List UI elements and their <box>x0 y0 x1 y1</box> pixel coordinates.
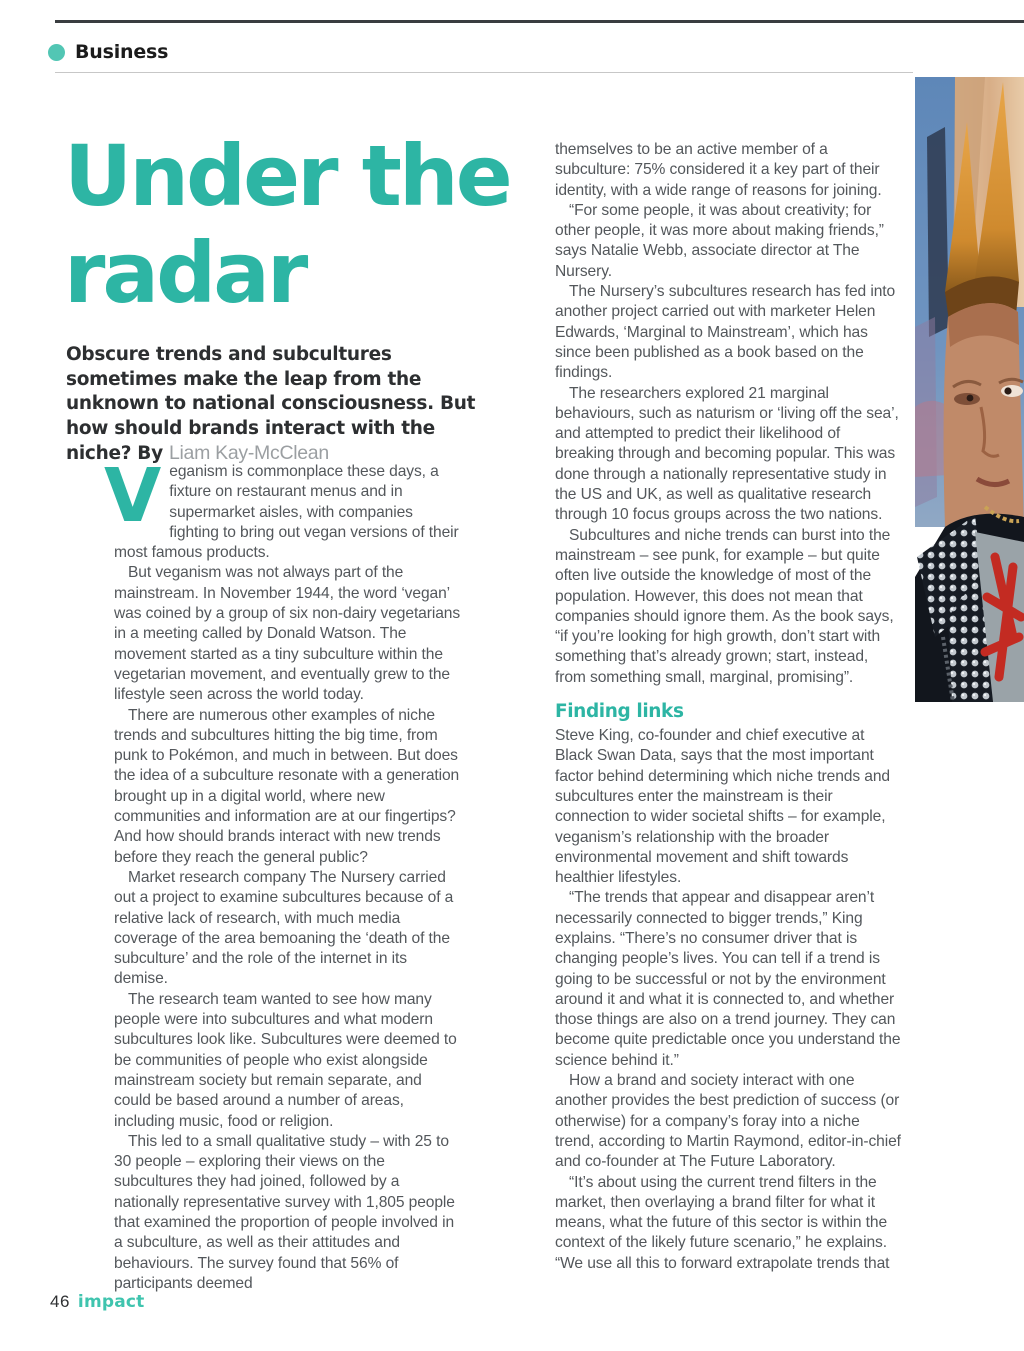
paragraph: Steve King, co-founder and chief executive at Black Swan Data, says that the most important factor behind determining which niche trends and subcultures enter the mainstream is their connection to wider societal shifts – for example, veganism’s relationship with the broader environmental movement and shift towards healthier lifestyles. <box>555 727 891 887</box>
drop-cap: V <box>104 453 160 539</box>
page-title <box>64 128 564 322</box>
paragraph: “The trends that appear and disappear aren’t necessarily connected to bigger trends,” King explains. “There’s no consumer driver that is changing people’s lives. You can tell if a trend is going to be successful or not by the environment around it and what it is connected to, and whether those things are also on a trend journey. They can become quite predictable once you understand the science behind it.” <box>555 889 901 1069</box>
paragraph: The research team wanted to see how many people were into subcultures and what modern subcultures look like. Subcultures were deemed to be communities of people who exist alongside mainstream society but remain separate, and could be based around a number of areas, including music, food or religion. <box>114 990 457 1130</box>
paragraph: There are numerous other examples of niche trends and subcultures hitting the big time, from punk to Pokémon, and much in between. But does the idea of a subculture resonate with a generation brought up in a digital world, where new communities and information are at our fingertips? And how should brands interact with new trends before they reach the general public? <box>114 706 460 866</box>
paragraph: Market research company The Nursery carried out a project to examine subcultures because of a relative lack of research, with much media coverage of the area bemoaning the ‘death of the subculture’ and the role of the internet in its demise. <box>114 868 454 988</box>
page-footer <box>50 1292 145 1312</box>
byline-author: Liam Kay-McClean <box>168 442 329 465</box>
body-column-2 <box>555 140 902 1274</box>
paragraph: But veganism was not always part of the mainstream. In November 1944, the word ‘vegan’ was coined by a group of six non-dairy vegetarians in a meeting called by Donald Watson. The movement started as a tiny subculture within the vegetarian movement, and eventually grew to the lifestyle seen across the world today. <box>114 564 461 704</box>
paragraph: The researchers explored 21 marginal behaviours, such as naturism or ‘living off the sea’, and attempted to predict their likelihood of breaking through and becoming popular. This was done through a nationally representative study in the US and UK, as well as qualitative research through 10 focus groups across the two nations. <box>555 384 899 524</box>
punk-portrait-photo <box>915 77 1024 702</box>
section-label: Business <box>75 41 169 63</box>
standfirst-text: Obscure trends and subcultures sometimes make the leap from the unknown to national consciousness. But how should brands interact with the niche? By <box>66 344 476 465</box>
footer-page-number: 46 <box>50 1292 70 1311</box>
header-rule <box>55 72 913 73</box>
section-bullet-icon <box>48 44 65 61</box>
paragraph: themselves to be an active member of a subculture: 75% considered it a key part of their identity, with a wide range of reasons for joining. <box>555 141 882 199</box>
subheading-finding-links: Finding links <box>555 701 684 723</box>
magazine-logo: impact <box>77 1292 145 1312</box>
paragraph: Veganism is commonplace these days, a fixture on restaurant menus and in supermarket aisles, with companies fighting to bring out vegan versions of their most famous products. <box>104 453 459 562</box>
paragraph: How a brand and society interact with one another provides the best prediction of success (or otherwise) for a company’s foray into a niche trend, according to Martin Raymond, editor-in-chief and co-founder at The Future Laboratory. <box>555 1072 901 1171</box>
paragraph: “It’s about using the current trend filters in the market, then overlaying a brand filter for what it means, what the future of this sector is within the context of the likely future scenario,” he explains. “We use all this to forward extrapolate trends that <box>555 1173 890 1272</box>
paragraph: The Nursery’s subcultures research has fed into another project carried out with marketer Helen Edwards, ‘Marginal to Mainstream’, which has since been published as a book based on the findings. <box>555 283 896 382</box>
standfirst <box>66 343 478 467</box>
top-rule <box>55 20 1024 23</box>
paragraph: “For some people, it was about creativity; for other people, it was more about making friends,” says Natalie Webb, associate director at The Nursery. <box>555 201 884 280</box>
paragraph: Subcultures and niche trends can burst into the mainstream – see punk, for example – but quite often live outside the knowledge of most of the population. However, this does not mean that companies should ignore them. As the book says, “if you’re looking for high growth, don’t start with something that’s already grown; start, instead, from something small, marginal, promising”. <box>555 526 894 686</box>
headline-line2: radar <box>64 224 306 322</box>
paragraph: This led to a small qualitative study – with 25 to 30 people – exploring their views on the subcultures they had joined, followed by a nationally representative survey with 1,805 people that examined the proportion of people involved in a subculture, as well as their attitudes and behaviours. The survey found that 56% of participants deemed <box>114 1132 455 1292</box>
headline-line1: Under the <box>64 127 510 225</box>
section-header <box>48 41 168 63</box>
